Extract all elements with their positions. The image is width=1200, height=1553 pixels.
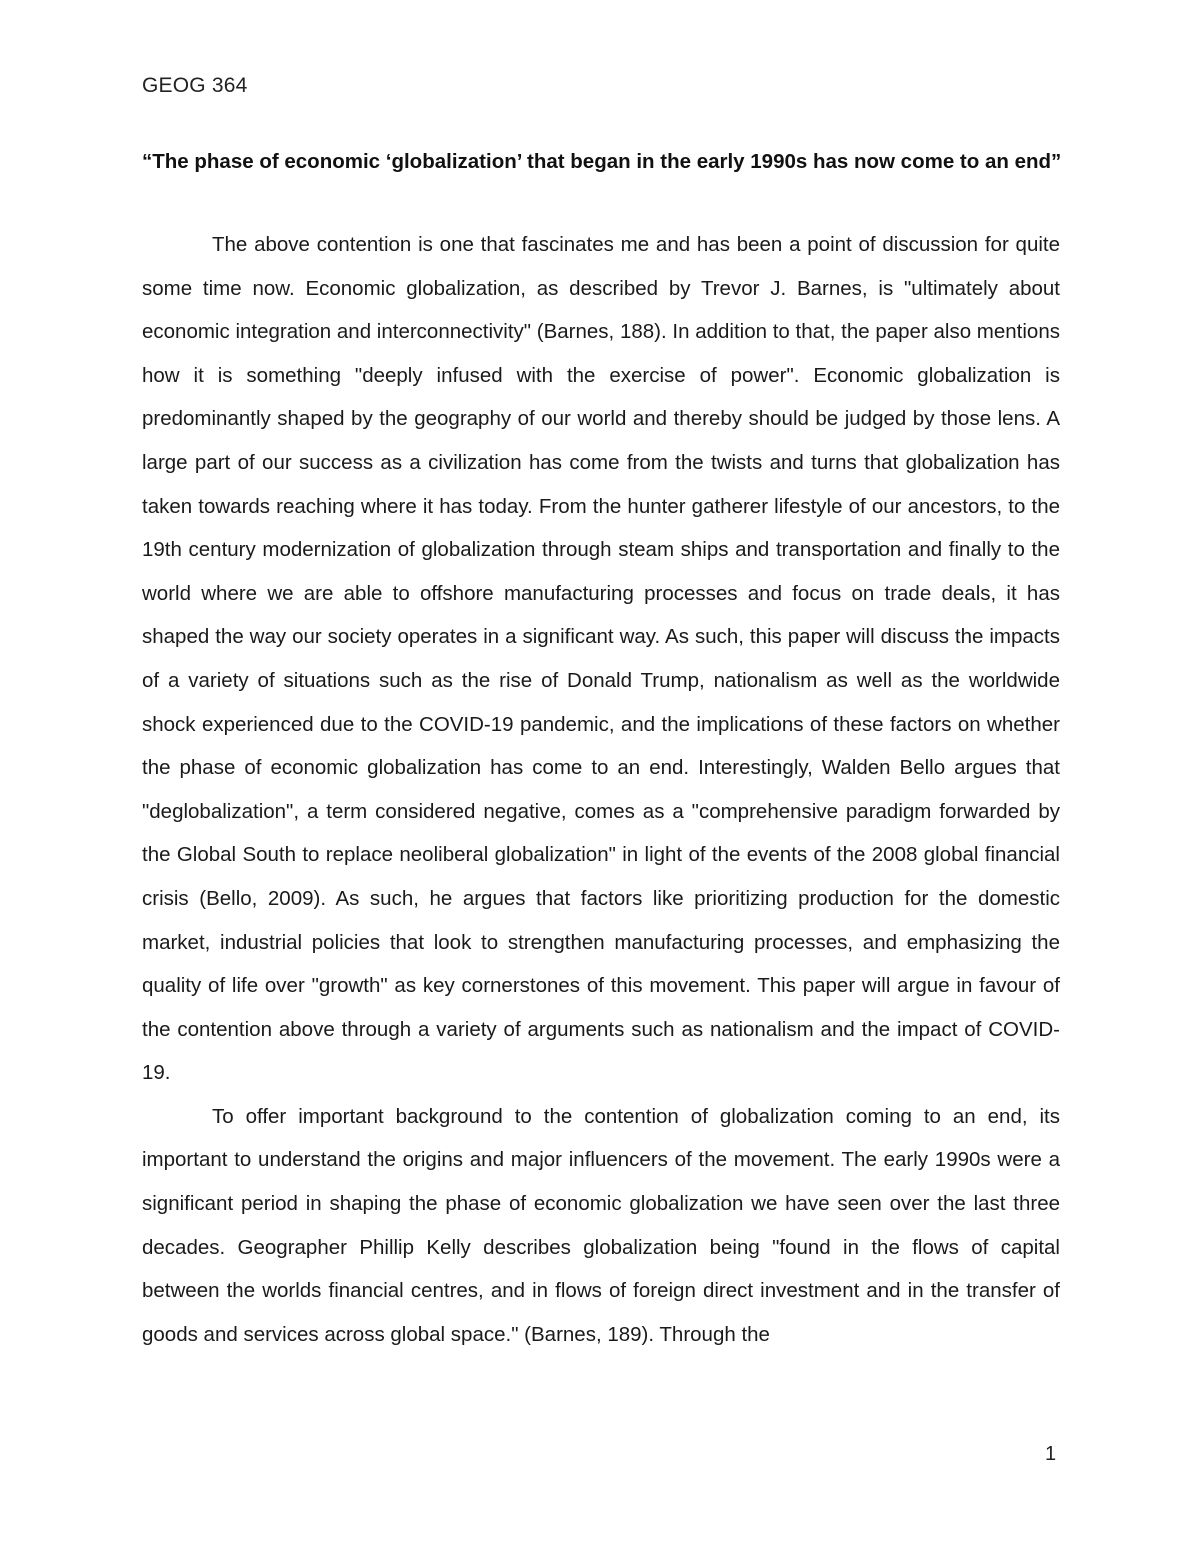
paragraph-2: To offer important background to the contention of globalization coming to an end, its important to understand the origins and major influencers of the movement. The early 1990s were a significant period in shaping the phase of economic globalization we have seen over the last three decades. Geographer Phillip Kelly describes globalization being "found in the flows of capital between the worlds financial centres, and in flows of foreign direct investment and in the transfer of goods and services across global space." (Barnes, 189). Through the [142,1104,1060,1346]
course-header: GEOG 364 [142,74,248,97]
paragraph-1: The above contention is one that fascinates me and has been a point of discussion for quite some time now. Economic globalization, as described by Trevor J. Barnes, is "ultimately about economic integration and interconnectivity" (Barnes, 188). In addition to that, the paper also mentions how it is something "deeply infused with the exercise of power". Economic globalization is predominantly shaped by the geography of our world and thereby should be judged by those lens. A large part of our success as a civilization has come from the twists and turns that globalization has taken towards reaching where it has today. From the hunter gatherer lifestyle of our ancestors, to the 19th century modernization of globalization through steam ships and transportation and finally to the world where we are able to offshore manufacturing processes and focus on trade deals, it has shaped the way our society operates in a significant way. As such, this paper will discuss the impacts of a variety of situations such as the rise of Donald Trump, nationalism as well as the worldwide shock experienced due to the COVID-19 pandemic, and the implications of these factors on whether the phase of economic globalization has come to an end. Interestingly, Walden Bello argues that "deglobalization", a term considered negative, comes as a "comprehensive paradigm forwarded by the Global South to replace neoliberal globalization" in light of the events of the 2008 global financial crisis (Bello, 2009). As such, he argues that factors like prioritizing production for the domestic market, industrial policies that look to strengthen manufacturing processes, and emphasizing the quality of life over "growth" as key cornerstones of this movement. This paper will argue in favour of the contention above through a variety of arguments such as nationalism and the impact of COVID-19. [142,233,1060,1085]
page-number: 1 [1045,1443,1057,1465]
essay-title: “The phase of economic ‘globalization’ that began in the early 1990s has now come to an end” [142,150,1062,173]
essay-body [142,223,1060,1356]
